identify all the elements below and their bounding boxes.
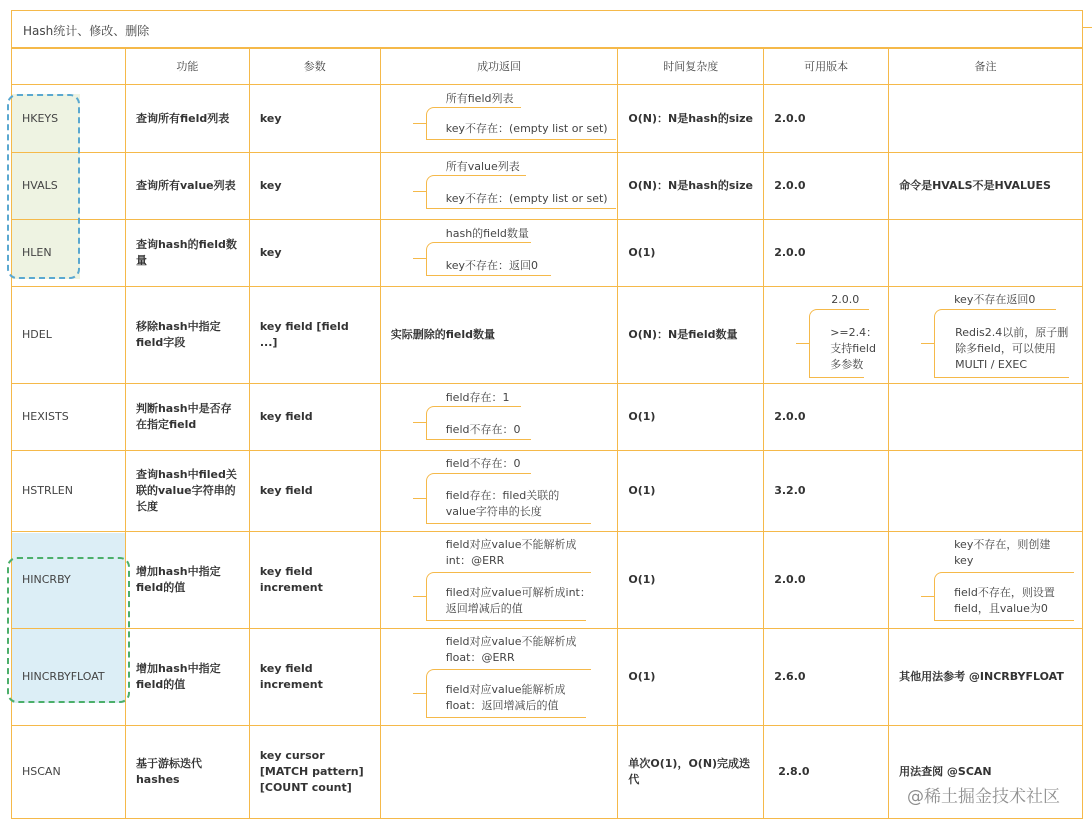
group-outline-incr-commands: [7, 557, 130, 703]
cmd-hvals: HVALS: [12, 153, 126, 220]
params-cell: key: [249, 220, 380, 287]
complexity-cell: 单次O(1)，O(N)完成迭代: [618, 726, 764, 819]
func-cell: 增加hash中指定field的值: [125, 629, 249, 726]
cmd-hincrby: HINCRBY: [12, 532, 126, 629]
note-branch-a: key不存在，则创建key: [954, 538, 1051, 567]
version-cell: [764, 287, 889, 384]
complexity-cell: O(N)：N是hash的size: [618, 153, 764, 220]
return-branch-b: key不存在：(empty list or set): [445, 122, 608, 135]
header-params: 参数: [249, 49, 380, 85]
version-cell: 2.0.0: [764, 220, 889, 287]
return-branch-b: filed对应value可解析成int：返回增减后的值: [445, 586, 591, 615]
version-cell: 2.6.0: [764, 629, 889, 726]
header-return: 成功返回: [380, 49, 618, 85]
table-row: [12, 451, 1083, 532]
note-cell: [889, 85, 1083, 153]
header-version: 可用版本: [764, 49, 889, 85]
return-branch-b: field存在：filed关联的value字符串的长度: [445, 489, 560, 518]
return-branch-a: field不存在：0: [445, 457, 521, 470]
return-cell: [380, 629, 618, 726]
version-cell: 3.2.0: [764, 451, 889, 532]
func-cell: 增加hash中指定field的值: [125, 532, 249, 629]
note-cell: [889, 287, 1083, 384]
note-cell: 命令是HVALS不是HVALUES: [889, 153, 1083, 220]
cmd-hlen: HLEN: [12, 220, 126, 287]
table-row: [12, 85, 1083, 153]
version-branch-b: >=2.4：支持field多参数: [830, 326, 878, 371]
return-branch-a: field存在：1: [445, 391, 510, 404]
complexity-cell: O(N)：N是hash的size: [618, 85, 764, 153]
func-cell: 查询hash的field数量: [125, 220, 249, 287]
version-cell: 2.0.0: [764, 85, 889, 153]
return-branch-a: field对应value不能解析成int：@ERR: [445, 538, 577, 567]
params-cell: key field increment: [249, 629, 380, 726]
watermark: @稀土掘金技术社区: [907, 787, 1060, 807]
title-connector: [1082, 27, 1092, 28]
params-cell: key field increment: [249, 532, 380, 629]
return-branch-a: 所有field列表: [445, 92, 514, 105]
return-cell: [380, 451, 618, 532]
cmd-hincrbyfloat: HINCRBYFLOAT: [12, 629, 126, 726]
params-cell: key field: [249, 451, 380, 532]
header-complexity: 时间复杂度: [618, 49, 764, 85]
complexity-cell: O(1): [618, 629, 764, 726]
func-cell: 查询所有value列表: [125, 153, 249, 220]
header-blank: [12, 49, 126, 85]
return-cell: [380, 153, 618, 220]
version-cell: 2.0.0: [764, 532, 889, 629]
header-note: 备注: [889, 49, 1083, 85]
note-cell: [889, 532, 1083, 629]
version-cell: 2.0.0: [764, 153, 889, 220]
note-cell: [889, 451, 1083, 532]
return-cell: [380, 220, 618, 287]
cmd-hkeys: HKEYS: [12, 85, 126, 153]
return-branch-b: key不存在：(empty list or set): [445, 192, 608, 205]
return-branch-b: field对应value能解析成float：返回增减后的值: [445, 683, 566, 712]
note-cell: 用法查阅 @SCAN: [889, 726, 1083, 819]
func-cell: 判断hash中是否存在指定field: [125, 384, 249, 451]
params-cell: key: [249, 153, 380, 220]
complexity-cell: O(1): [618, 220, 764, 287]
table-row: [12, 384, 1083, 451]
cmd-hscan: HSCAN: [12, 726, 126, 819]
command-grid: [11, 48, 1083, 819]
version-cell: 2.0.0: [764, 384, 889, 451]
cmd-hexists: HEXISTS: [12, 384, 126, 451]
table-row: [12, 153, 1083, 220]
note-cell: [889, 220, 1083, 287]
return-branch-b: field不存在：0: [445, 423, 521, 436]
complexity-cell: O(N)：N是field数量: [618, 287, 764, 384]
note-branch-a: key不存在返回0: [954, 293, 1036, 306]
return-branch-a: 所有value列表: [445, 160, 520, 173]
func-cell: 查询所有field列表: [125, 85, 249, 153]
note-branch-b: Redis2.4以前，原子删除多field，可以使用MULTI / EXEC: [955, 326, 1069, 371]
return-cell: [380, 532, 618, 629]
note-cell: 其他用法参考 @INCRBYFLOAT: [889, 629, 1083, 726]
return-cell: [380, 384, 618, 451]
table-title: Hash统计、修改、删除: [23, 24, 150, 38]
return-cell: [380, 726, 618, 819]
cmd-hstrlen: HSTRLEN: [12, 451, 126, 532]
return-branch-a: field对应value不能解析成float：@ERR: [445, 635, 577, 664]
params-cell: key field [field ...]: [249, 287, 380, 384]
table-row: [12, 287, 1083, 384]
note-branch-b: field不存在，则设置field，且value为0: [954, 586, 1055, 615]
version-branch-a: 2.0.0: [831, 293, 860, 306]
header-func: 功能: [125, 49, 249, 85]
return-branch-a: hash的field数量: [445, 227, 529, 240]
version-cell: 2.8.0: [764, 726, 889, 819]
params-cell: key field: [249, 384, 380, 451]
func-cell: 基于游标迭代hashes: [125, 726, 249, 819]
func-cell: 查询hash中filed关联的value字符串的长度: [125, 451, 249, 532]
params-cell: key cursor [MATCH pattern] [COUNT count]: [249, 726, 380, 819]
return-cell: 实际删除的field数量: [380, 287, 618, 384]
complexity-cell: O(1): [618, 384, 764, 451]
func-cell: 移除hash中指定field字段: [125, 287, 249, 384]
return-cell: [380, 85, 618, 153]
table-row: [12, 220, 1083, 287]
group-outline-read-commands: [7, 94, 80, 279]
cmd-hdel: HDEL: [12, 287, 126, 384]
return-branch-b: key不存在：返回0: [445, 259, 539, 272]
table-title-row: [11, 10, 1083, 48]
complexity-cell: O(1): [618, 451, 764, 532]
header-row: [12, 49, 1083, 85]
table-row: [12, 629, 1083, 726]
hash-command-table: [11, 10, 1083, 818]
complexity-cell: O(1): [618, 532, 764, 629]
params-cell: key: [249, 85, 380, 153]
note-cell: [889, 384, 1083, 451]
table-row: [12, 532, 1083, 629]
